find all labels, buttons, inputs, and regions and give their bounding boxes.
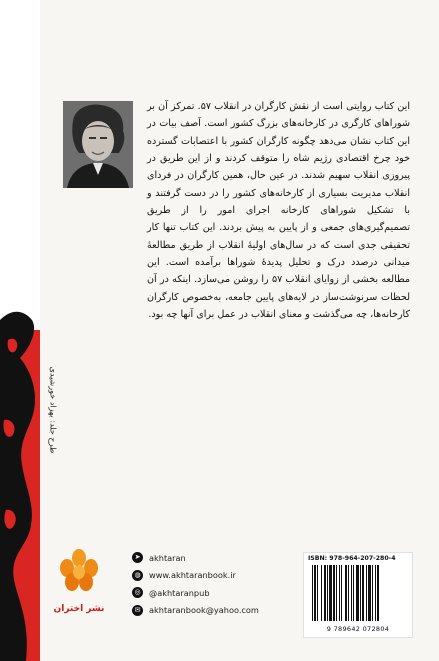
barcode-bar xyxy=(366,565,367,621)
barcode-bar xyxy=(317,565,318,621)
barcode-bar xyxy=(312,565,313,621)
barcode-bar xyxy=(362,565,364,621)
telegram-icon: ➤ xyxy=(132,552,143,563)
instagram-icon: ◎ xyxy=(132,587,143,598)
barcode-digits: 9 789642 072804 xyxy=(326,625,390,633)
barcode-bar xyxy=(321,565,322,621)
contact-text: akhtaran xyxy=(149,552,186,563)
publisher-logo xyxy=(56,548,102,608)
barcode-bar xyxy=(372,565,373,621)
cover-designer-credit xyxy=(44,330,62,490)
contact-text: www.akhtaranbook.ir xyxy=(149,570,236,581)
barcode-bar xyxy=(360,565,361,621)
barcode-bar xyxy=(327,565,328,621)
barcode-bar xyxy=(314,565,316,621)
barcode-bar xyxy=(336,565,337,621)
barcode-bar xyxy=(341,565,342,621)
barcode-bar xyxy=(345,565,347,621)
barcode-bar xyxy=(339,565,340,621)
cover-artwork xyxy=(0,0,40,661)
contact-text: @akhtaranpub xyxy=(149,587,210,598)
publisher-contacts xyxy=(132,549,282,619)
publisher-name: نشر اختران xyxy=(53,604,105,614)
barcode-bar xyxy=(353,565,354,621)
barcode-bar xyxy=(348,565,349,621)
barcode-bar xyxy=(377,565,379,621)
barcode-bars xyxy=(312,565,404,623)
barcode-bar xyxy=(351,565,352,621)
credit-text: طرح جلد: بهزاد خورشیدی xyxy=(48,366,58,454)
artwork-figure-silhouette xyxy=(0,300,40,661)
author-photo xyxy=(63,101,133,188)
barcode-bar xyxy=(329,565,332,621)
contact-website[interactable] xyxy=(132,567,282,585)
contact-email[interactable] xyxy=(132,602,282,620)
isbn-number: ISBN: 978-964-207-280-4 xyxy=(308,555,396,562)
globe-icon: ◍ xyxy=(132,570,143,581)
barcode-bar xyxy=(368,565,371,621)
book-description xyxy=(147,98,410,323)
description-paragraph: این کتاب روایتی است از نقش کارگران در انقلاب ۵۷. تمرکز آن بر شوراهای کارگری در کارخانه‌های بزرگ کشور است. آصف بیات در این کتاب نشان می‌دهد چگونه کارگران کشور با اعتصابات گسترده خود چرخ اقتصادی رژیم شاه را متوقف کردند و از این طریق در پیروزی انقلاب سهیم شدند. در عین حال، همین کارگران در فردای انقلاب مدیریت بسیاری از کارخانه‌های کشور را در دست گرفتند و با تشکیل شوراهای کارخانه اجرای امور را از طریق تصمیم‌گیری‌های جمعی و از پایین به پیش بردند. این کتاب تنها کار تحقیقی جدی است که در سال‌های اولیهٔ انقلاب از طریق مطالعهٔ میدانی درصدد درک و تحلیل پدیدهٔ شوراها برآمده است. این مطالعه بخشی از زوایای انقلاب ۵۷ را روشن می‌سازد. اینکه در آن لحظات سرنوشت‌ساز در لایه‌های پایین جامعه، به‌خصوص کارگران کارخانه‌ها، چه می‌گذشت و معنای انقلاب در عمل برای آنها چه بود. xyxy=(147,101,411,321)
barcode-bar xyxy=(324,565,326,621)
barcode-bar xyxy=(356,565,359,621)
barcode-bar xyxy=(375,565,376,621)
contact-text: akhtaranbook@yahoo.com xyxy=(149,605,259,616)
isbn-barcode xyxy=(303,552,413,638)
contact-telegram[interactable] xyxy=(132,549,282,567)
contact-instagram[interactable] xyxy=(132,584,282,602)
email-icon: ✉ xyxy=(132,605,143,616)
barcode-bar xyxy=(333,565,335,621)
